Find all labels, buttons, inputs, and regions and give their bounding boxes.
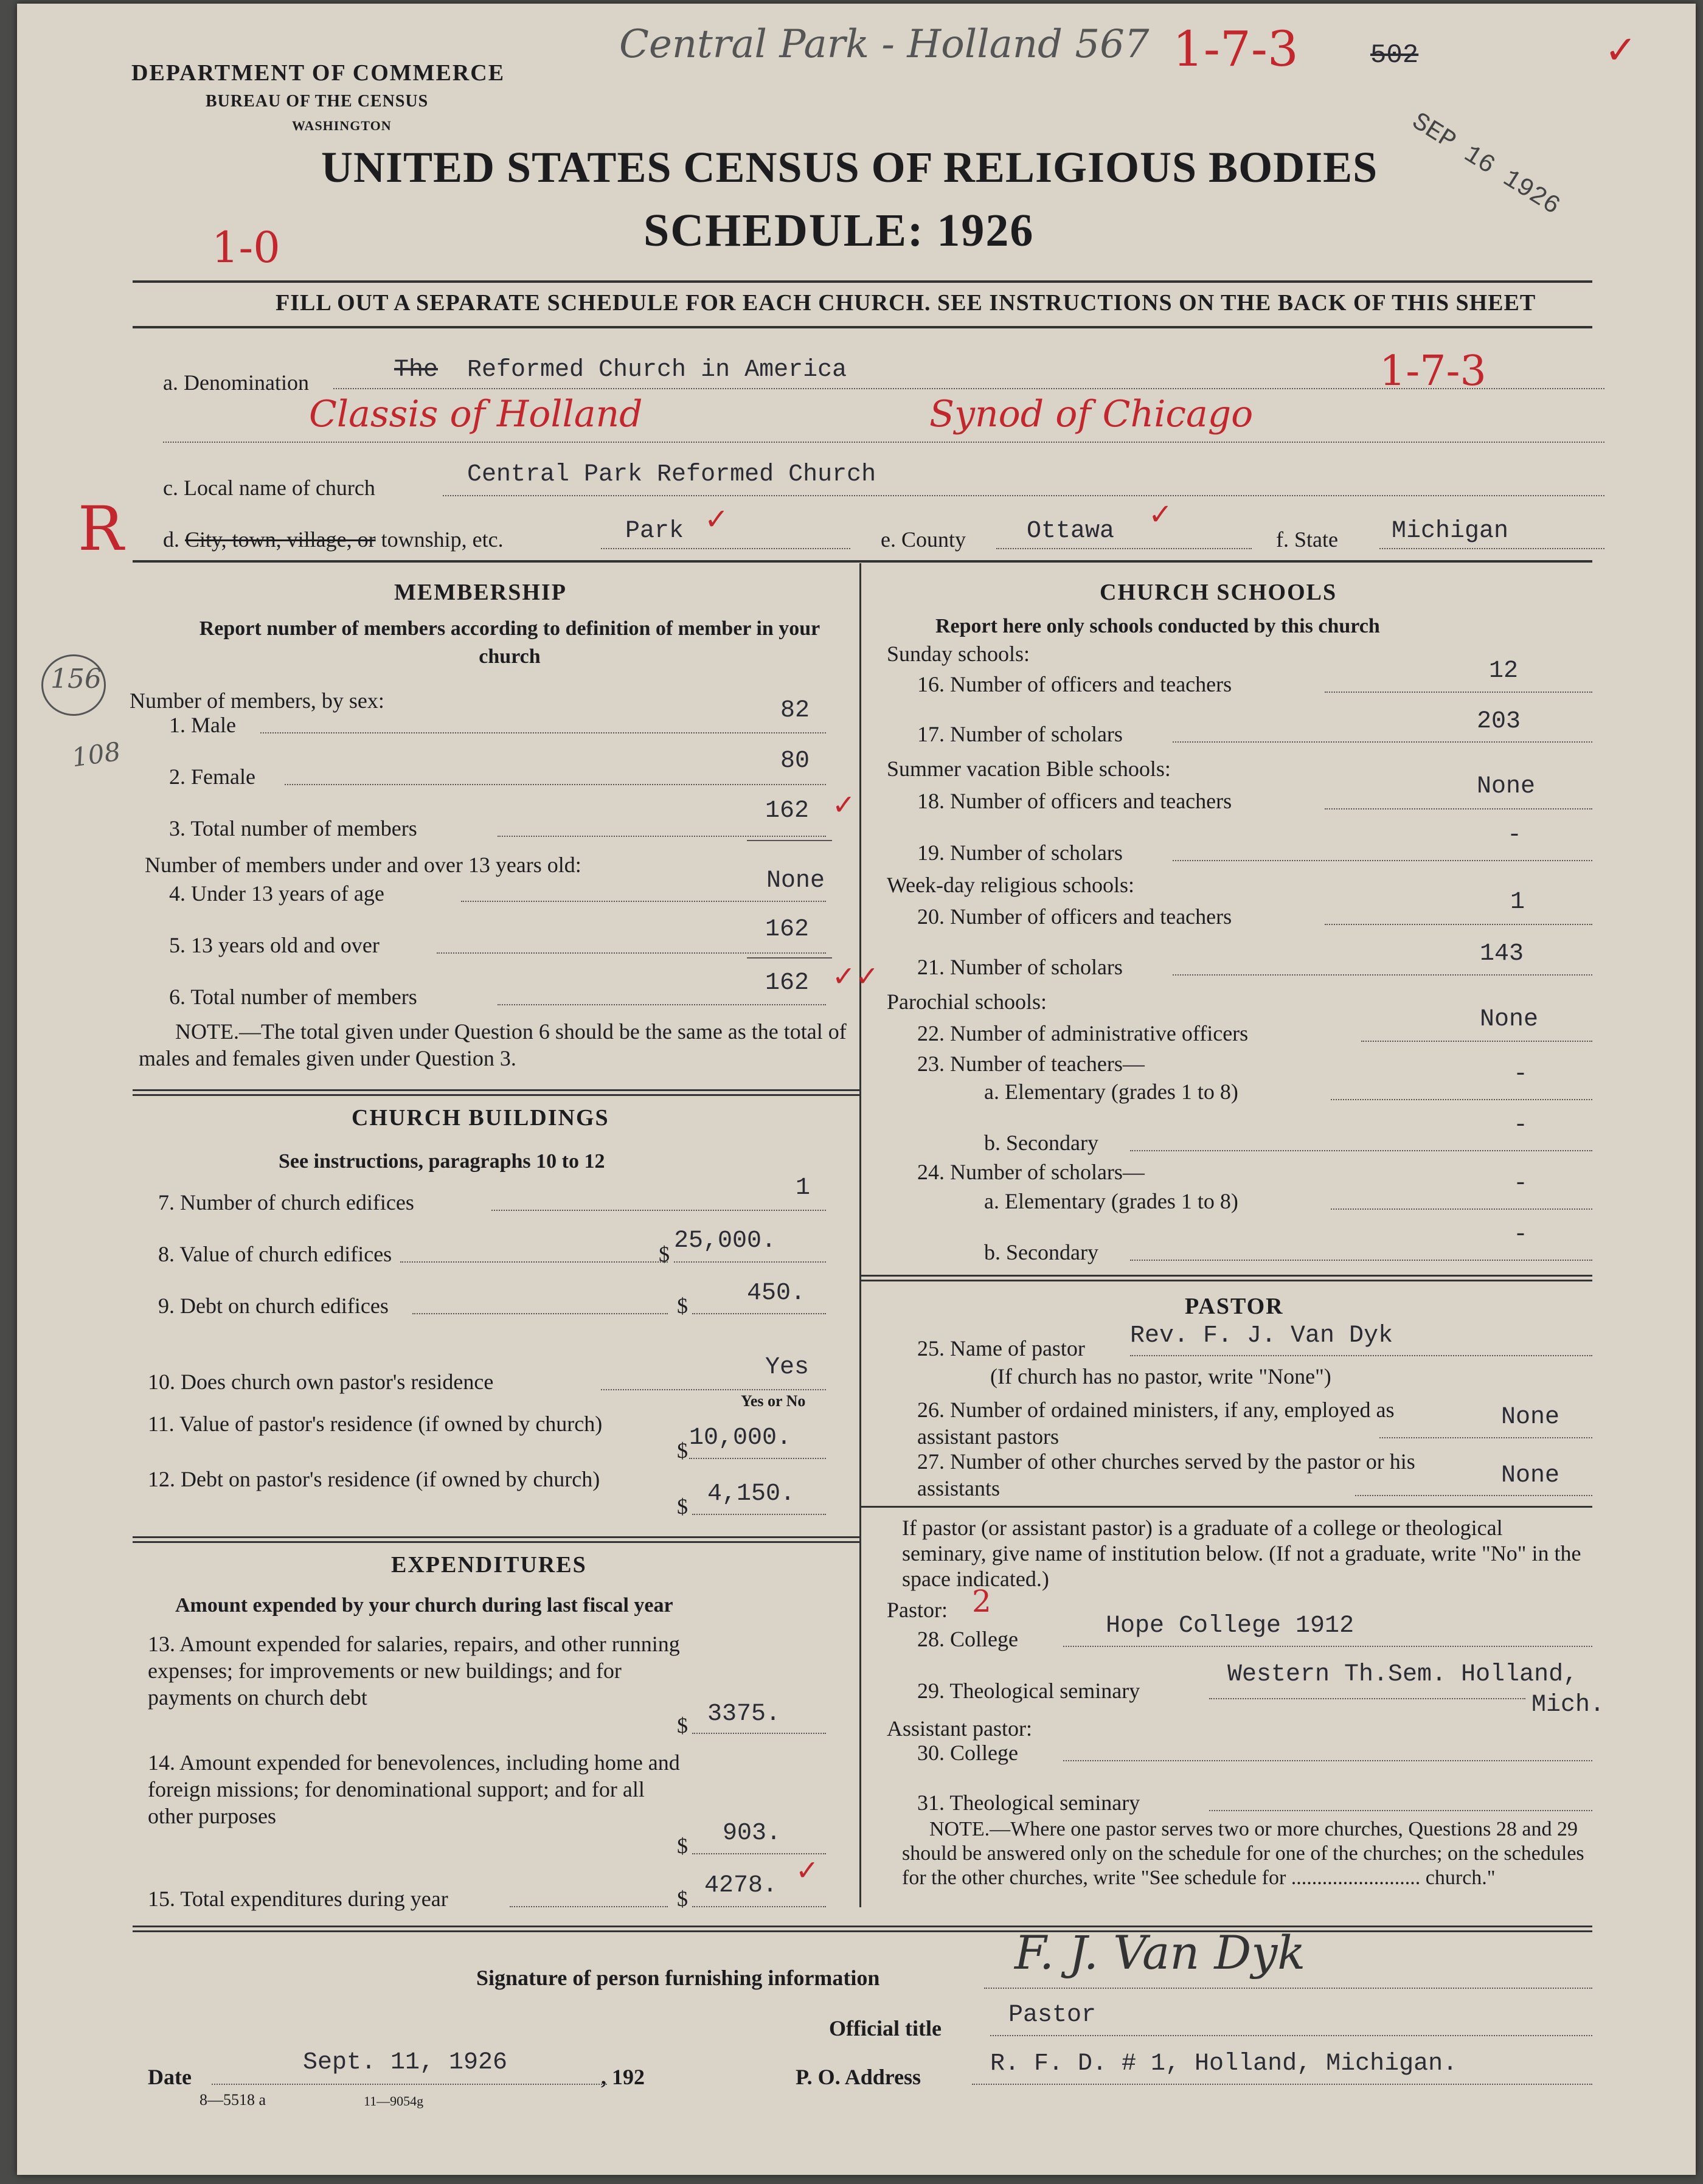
state-label: f. State (1276, 527, 1338, 552)
margin-circle-number: 156 (50, 664, 102, 695)
field-line (412, 1313, 668, 1314)
q10-label: 10. Does church own pastor's residence (148, 1370, 494, 1394)
divider (861, 1506, 1592, 1508)
column-divider (859, 563, 861, 1907)
q12-label: 12. Debt on pastor's residence (if owned by church) (148, 1467, 600, 1491)
q24b-value[interactable]: - (1513, 1221, 1528, 1249)
field-line (1325, 924, 1592, 925)
denomination-code: 1-7-3 (1379, 347, 1486, 395)
membership-note: NOTE.—The total given under Question 6 should be the same as the total of males and females given under Question 3. (139, 1019, 847, 1070)
q29-seminary-value-line2[interactable]: Mich. (1531, 1691, 1605, 1719)
q30-label: 30. College (917, 1741, 1018, 1765)
q24b-label: b. Secondary (984, 1240, 1098, 1264)
q19-label: 19. Number of scholars (917, 841, 1123, 865)
divider (133, 560, 1592, 563)
q5-label: 5. 13 years old and over (169, 933, 380, 957)
field-line (498, 836, 826, 837)
divider (133, 326, 1592, 328)
q6-total-value[interactable]: 162 (765, 969, 810, 997)
field-line (1379, 1437, 1592, 1438)
q14-label: 14. Amount expended for benevolences, including home and foreign missions; for denominational support; and for all other purposes (148, 1750, 680, 1828)
dollar-sign: $ (659, 1242, 670, 1266)
q26-value[interactable]: None (1501, 1404, 1560, 1431)
q1-male-value[interactable]: 82 (780, 697, 810, 724)
q27-label: 27. Number of other churches served by the pastor or his assistants (917, 1449, 1415, 1500)
check-mark: ✓ (832, 788, 856, 821)
field-line (674, 1261, 826, 1263)
county-value[interactable]: Ottawa (1027, 518, 1115, 545)
department-name: DEPARTMENT OF COMMERCE (131, 60, 505, 86)
form-number-left: 8—5518 a (199, 2091, 266, 2109)
local-name-value[interactable]: Central Park Reformed Church (467, 461, 876, 488)
q13-value[interactable]: 3375. (707, 1700, 781, 1728)
q12-value[interactable]: 4,150. (707, 1480, 796, 1508)
total-rule (747, 957, 832, 959)
field-line (260, 732, 826, 733)
q25-label: 25. Name of pastor (917, 1336, 1085, 1361)
check-mark: ✓ (1148, 497, 1173, 532)
po-address-label: P. O. Address (796, 2065, 921, 2089)
field-line (1063, 1646, 1592, 1647)
q6-label: 6. Total number of members (169, 985, 417, 1009)
field-line (692, 1514, 826, 1515)
field-line (461, 901, 826, 902)
field-line (692, 1733, 826, 1734)
field-line (1361, 1041, 1592, 1042)
instruction-line: FILL OUT A SEPARATE SCHEDULE FOR EACH CHURCH. SEE INSTRUCTIONS ON THE BACK OF THIS SHEET (276, 290, 1536, 316)
q13-label: 13. Amount expended for salaries, repairs, and other running expenses; for improvements or new buildings; and for payments on church debt (148, 1632, 680, 1710)
field-line (1355, 1495, 1592, 1496)
divider (861, 1280, 1592, 1281)
washington-label: WASHINGTON (292, 118, 392, 133)
field-line (437, 952, 826, 954)
field-line (333, 388, 1604, 389)
q11-label: 11. Value of pastor's residence (if owned by church) (148, 1412, 603, 1436)
q28-label: 28. College (917, 1627, 1018, 1651)
dollar-sign: $ (677, 1438, 688, 1463)
signature-value[interactable]: F. J. Van Dyk (1015, 1926, 1306, 1980)
field-line (1130, 1355, 1592, 1356)
q7-label: 7. Number of church edifices (158, 1190, 414, 1215)
schools-sub: Report here only schools conducted by this church (935, 615, 1380, 637)
red-R-mark: R (78, 493, 124, 564)
field-line (1325, 692, 1592, 693)
q2-female-value[interactable]: 80 (780, 747, 810, 775)
buildings-sub: See instructions, paragraphs 10 to 12 (279, 1150, 605, 1173)
census-schedule-form (17, 4, 1696, 2175)
q7-edifices-value[interactable]: 1 (796, 1174, 811, 1202)
sunday-schools-label: Sunday schools: (887, 642, 1030, 666)
local-name-label: c. Local name of church (163, 476, 375, 500)
field-line (1209, 1698, 1525, 1699)
location-label: d. City, town, village, or township, etc. (163, 527, 504, 552)
summer-schools-label: Summer vacation Bible schools: (887, 757, 1171, 781)
date-value[interactable]: Sept. 11, 1926 (303, 2049, 508, 2076)
q16-value[interactable]: 12 (1489, 657, 1519, 685)
margin-note: 108 (69, 736, 123, 773)
q29-seminary-value[interactable]: Western Th.Sem. Holland, (1227, 1661, 1578, 1688)
field-line (1130, 1260, 1592, 1261)
red-mark-2: 2 (972, 1584, 991, 1619)
q8-value[interactable]: 25,000. (674, 1227, 777, 1255)
signature-label: Signature of person furnishing information (476, 1966, 880, 1990)
members-by-sex-label: Number of members, by sex: (130, 688, 384, 713)
q17-value[interactable]: 203 (1477, 708, 1521, 735)
q18-value[interactable]: None (1477, 773, 1536, 800)
q20-value[interactable]: 1 (1510, 889, 1525, 916)
divider (133, 1094, 859, 1096)
q19-value[interactable]: - (1507, 822, 1522, 849)
q22-value[interactable]: None (1480, 1006, 1539, 1033)
county-label: e. County (881, 527, 966, 552)
field-line (972, 2084, 1592, 2085)
parochial-schools-label: Parochial schools: (887, 990, 1047, 1014)
field-line (1325, 808, 1592, 809)
dollar-sign: $ (677, 1887, 688, 1911)
membership-intro: Report number of members according to definition of member in your church (199, 617, 820, 668)
divider (133, 1536, 859, 1538)
po-address-value[interactable]: R. F. D. # 1, Holland, Michigan. (990, 2050, 1458, 2078)
check-mark: ✓ (796, 1854, 819, 1887)
q9-label: 9. Debt on church edifices (158, 1294, 389, 1318)
check-mark: ✓ (704, 502, 729, 536)
date-suffix: , 192 (601, 2065, 645, 2089)
field-line (498, 1004, 826, 1005)
q23b-label: b. Secondary (984, 1131, 1098, 1155)
weekday-schools-label: Week-day religious schools: (887, 873, 1135, 897)
q14-value[interactable]: 903. (723, 1820, 782, 1847)
bureau-name: BUREAU OF THE CENSUS (206, 92, 429, 111)
schedule-year: SCHEDULE: 1926 (643, 205, 1035, 256)
q24a-value[interactable]: - (1513, 1170, 1528, 1198)
membership-title: MEMBERSHIP (394, 580, 567, 605)
q1-label: 1. Male (169, 713, 236, 737)
schools-title: CHURCH SCHOOLS (1100, 580, 1337, 605)
yes-no-hint: Yes or No (741, 1392, 806, 1410)
denomination-struck: The (394, 356, 439, 384)
dollar-sign: $ (677, 1834, 688, 1858)
expenditures-sub: Amount expended by your church during last fiscal year (175, 1594, 673, 1617)
divider (133, 280, 1592, 283)
official-title-value[interactable]: Pastor (1008, 2002, 1097, 2029)
q18-label: 18. Number of officers and teachers (917, 789, 1232, 813)
dollar-sign: $ (677, 1294, 688, 1318)
q26-label: 26. Number of ordained ministers, if any, employed as assistant pastors (917, 1398, 1395, 1449)
age-intro-label: Number of members under and over 13 years old: (145, 853, 581, 877)
field-line (285, 784, 826, 785)
received-stamp: SEP 16 1926 (1406, 107, 1566, 221)
divider (133, 1089, 859, 1091)
q11-value[interactable]: 10,000. (689, 1424, 792, 1452)
field-line (692, 1313, 826, 1314)
denomination-label: a. Denomination (163, 370, 309, 395)
field-line (689, 1458, 826, 1459)
assistant-pastor-subheading: Assistant pastor: (887, 1716, 1032, 1741)
dollar-sign: $ (677, 1713, 688, 1738)
q23b-value[interactable]: - (1513, 1112, 1528, 1139)
field-line (1331, 1208, 1592, 1210)
field-line (601, 548, 850, 549)
q8-label: 8. Value of church edifices (158, 1242, 392, 1266)
q21-value[interactable]: 143 (1480, 940, 1524, 968)
field-line (601, 1389, 826, 1390)
field-line (1130, 1150, 1592, 1151)
q10-value[interactable]: Yes (765, 1354, 810, 1381)
q25-hint: (If church has no pastor, write "None") (990, 1364, 1331, 1388)
field-line (1173, 860, 1592, 861)
q4-label: 4. Under 13 years of age (169, 881, 384, 906)
divider (133, 1541, 859, 1543)
graduate-intro: If pastor (or assistant pastor) is a graduate of a college or theological seminary, give name of institution below. (If not a graduate, write "No" in the space indicated.) (902, 1516, 1581, 1591)
q20-label: 20. Number of officers and teachers (917, 904, 1232, 929)
divider (133, 1926, 1592, 1927)
q23a-label: a. Elementary (grades 1 to 8) (984, 1080, 1238, 1104)
q27-value[interactable]: None (1501, 1462, 1560, 1489)
field-line (1379, 548, 1604, 549)
form-title: UNITED STATES CENSUS OF RELIGIOUS BODIES (321, 143, 1378, 192)
field-line (1209, 1810, 1592, 1811)
q22-label: 22. Number of administrative officers (917, 1021, 1249, 1045)
q16-label: 16. Number of officers and teachers (917, 672, 1232, 696)
field-line (510, 1906, 668, 1907)
q5-over13-value[interactable]: 162 (765, 916, 810, 943)
q15-label: 15. Total expenditures during year (148, 1887, 448, 1911)
q23-label: 23. Number of teachers— (917, 1052, 1145, 1076)
field-line (491, 1210, 826, 1211)
q3-label: 3. Total number of members (169, 816, 417, 841)
dollar-sign: $ (677, 1494, 688, 1519)
field-line (1173, 974, 1592, 976)
q15-value[interactable]: 4278. (704, 1872, 778, 1899)
pastor-note: NOTE.—Where one pastor serves two or more churches, Questions 28 and 29 should be answered only on the schedule for one of the churches; on the schedules for the other churches, write "See schedule for ......................... church." (902, 1818, 1584, 1889)
handwritten-church-note: Central Park - Holland 567 (619, 22, 1150, 67)
classis-handwritten: Classis of Holland (309, 393, 643, 435)
q25-pastor-name[interactable]: Rev. F. J. Van Dyk (1130, 1322, 1393, 1350)
double-check-mark: ✓✓ (832, 960, 879, 993)
field-line (990, 2035, 1592, 2036)
field-line (212, 2084, 607, 2085)
buildings-title: CHURCH BUILDINGS (352, 1105, 609, 1131)
red-check-mark: ✓ (1604, 28, 1637, 73)
q23a-value[interactable]: - (1513, 1061, 1528, 1088)
field-line (400, 1261, 668, 1263)
official-title-label: Official title (829, 2016, 942, 2040)
date-label: Date (148, 2065, 192, 2089)
q29-label: 29. Theological seminary (917, 1679, 1140, 1703)
q2-label: 2. Female (169, 764, 255, 789)
divider (861, 1275, 1592, 1277)
pastor-subheading: Pastor: (887, 1598, 948, 1622)
field-line (1063, 1760, 1592, 1761)
q21-label: 21. Number of scholars (917, 955, 1123, 979)
q28-college-value[interactable]: Hope College 1912 (1106, 1612, 1354, 1640)
pastor-title: PASTOR (1185, 1294, 1284, 1319)
township-value[interactable]: Park (625, 518, 684, 545)
field-line (443, 495, 1604, 496)
field-line (692, 1906, 826, 1907)
q24a-label: a. Elementary (grades 1 to 8) (984, 1189, 1238, 1213)
denomination-value[interactable]: Reformed Church in America (467, 356, 847, 384)
q3-total-value[interactable]: 162 (765, 797, 810, 825)
field-line (1173, 741, 1592, 743)
q4-under13-value[interactable]: None (766, 867, 825, 895)
form-number-right: 11—9054g (364, 2093, 424, 2109)
expenditures-title: EXPENDITURES (391, 1552, 587, 1578)
red-margin-code: 1-0 (212, 223, 280, 272)
q17-label: 17. Number of scholars (917, 722, 1123, 746)
q31-label: 31. Theological seminary (917, 1791, 1140, 1815)
field-line (163, 442, 1604, 443)
field-line (1331, 1099, 1592, 1100)
q24-label: 24. Number of scholars— (917, 1160, 1145, 1184)
red-code-mark: 1-7-3 (1173, 21, 1299, 77)
total-rule (747, 840, 832, 841)
q9-value[interactable]: 450. (747, 1280, 806, 1307)
field-line (984, 1988, 1592, 1989)
state-value[interactable]: Michigan (1392, 518, 1509, 545)
field-line (996, 548, 1252, 549)
struck-number: 502 (1370, 40, 1419, 71)
divider (133, 1930, 1592, 1932)
synod-handwritten: Synod of Chicago (929, 393, 1254, 435)
